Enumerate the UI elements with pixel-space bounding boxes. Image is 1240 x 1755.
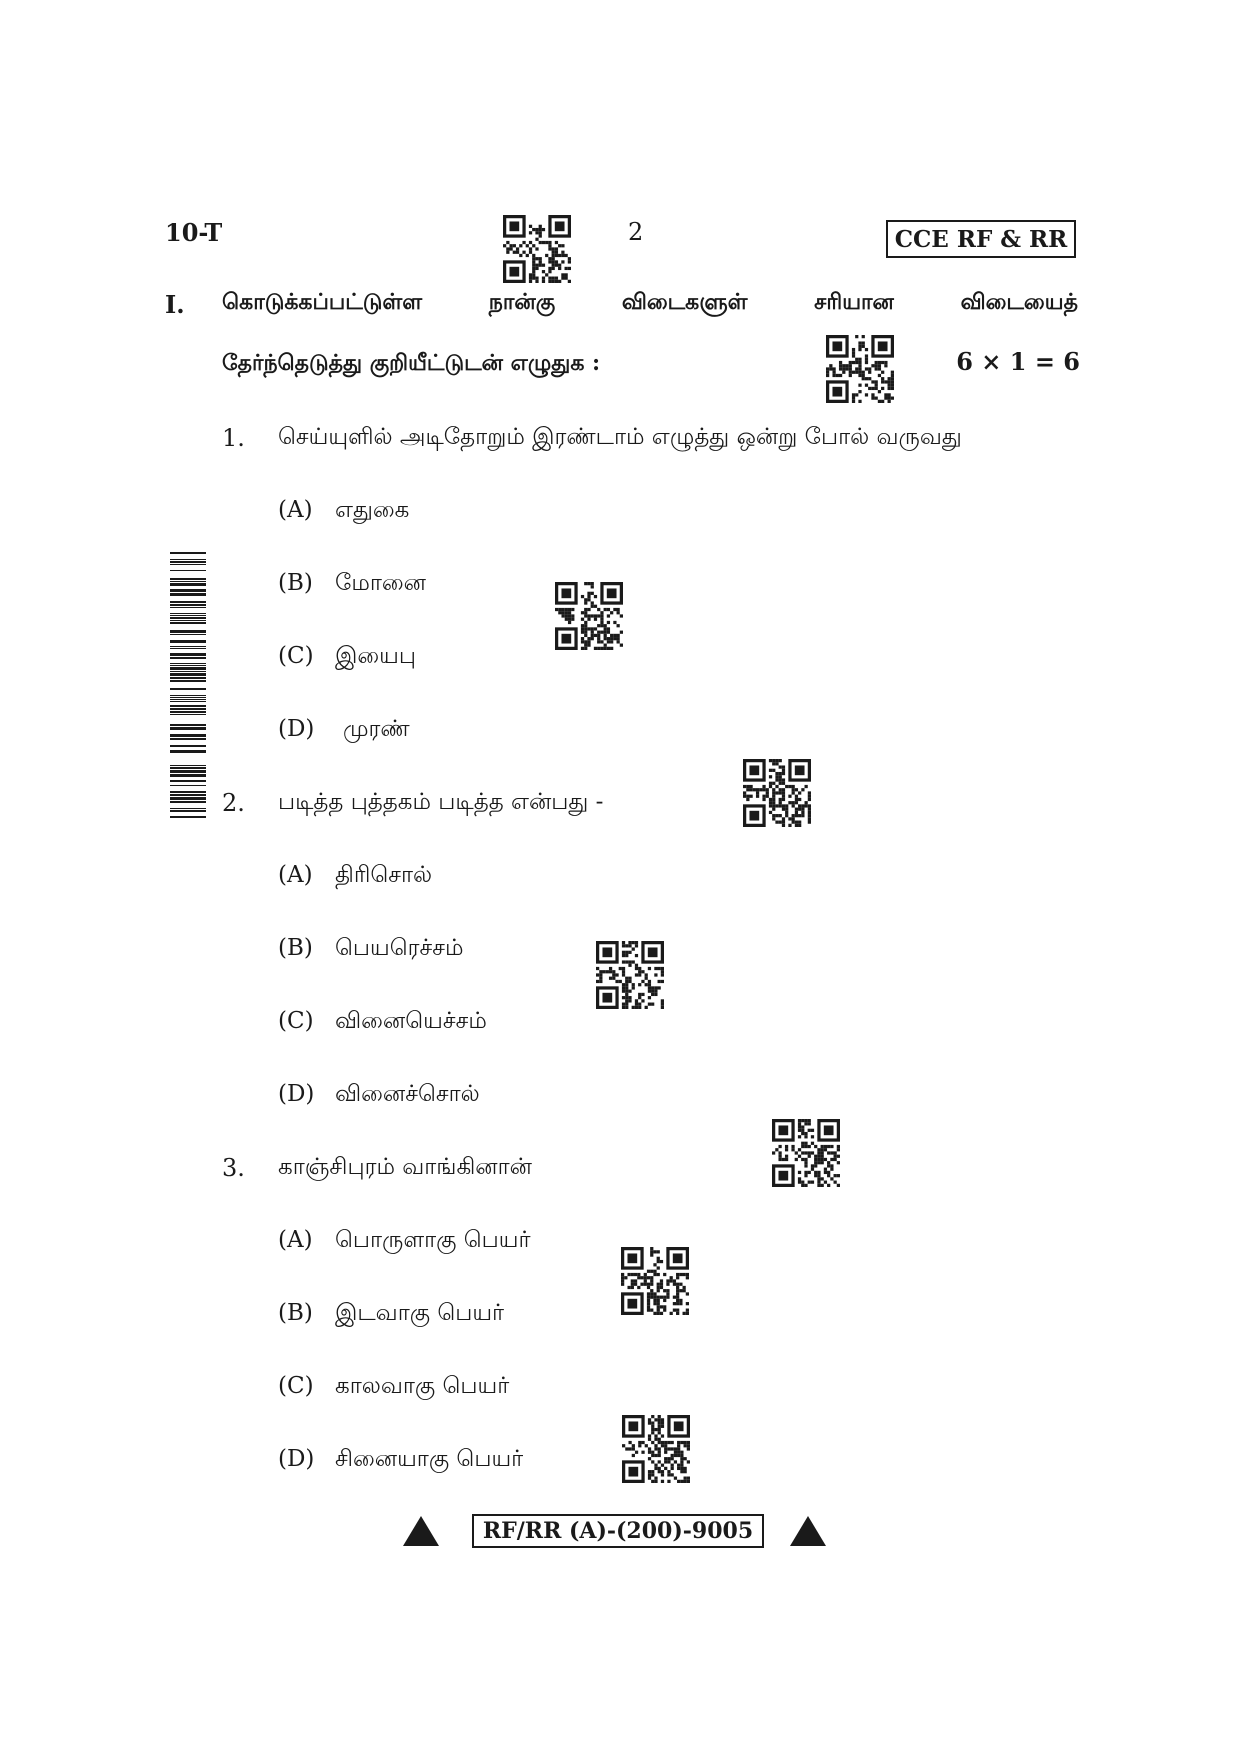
qr-code-icon bbox=[621, 1246, 689, 1316]
option-label: (A) bbox=[278, 1227, 313, 1253]
option-label: (C) bbox=[278, 1373, 314, 1399]
qr-code-icon bbox=[596, 940, 664, 1010]
option-label: (D) bbox=[278, 1081, 315, 1107]
marks-label: 6 × 1 = 6 bbox=[956, 347, 1080, 376]
footer-code: RF/RR (A)-(200)-9005 bbox=[472, 1514, 764, 1548]
qr-code-icon bbox=[555, 581, 623, 651]
option-text: எதுகை bbox=[335, 497, 410, 523]
instruction-line1 bbox=[222, 289, 1078, 318]
option-label: (D) bbox=[278, 1446, 315, 1472]
question-text: காஞ்சிபுரம் வாங்கினான் bbox=[278, 1154, 532, 1180]
option-label: (B) bbox=[278, 570, 313, 596]
option-label: (A) bbox=[278, 862, 313, 888]
triangle-left-icon bbox=[403, 1516, 439, 1546]
qr-code-icon bbox=[622, 1414, 690, 1484]
option-text: பெயரெச்சம் bbox=[335, 935, 464, 961]
option-text: சினையாகு பெயர் bbox=[335, 1446, 524, 1472]
question-number: 2. bbox=[222, 789, 245, 817]
qr-code-icon bbox=[503, 214, 571, 284]
paper-code: 10-T bbox=[165, 218, 223, 247]
option-text: இடவாகு பெயர் bbox=[335, 1300, 505, 1326]
instruction-word: விடையைத் bbox=[960, 289, 1078, 315]
option-text: திரிசொல் bbox=[335, 862, 433, 888]
option-text: வினையெச்சம் bbox=[335, 1008, 487, 1034]
option-text: மோனை bbox=[335, 570, 426, 596]
option-label: (C) bbox=[278, 1008, 314, 1034]
qr-code-icon bbox=[772, 1118, 840, 1188]
option-label: (B) bbox=[278, 1300, 313, 1326]
barcode-icon bbox=[170, 552, 206, 824]
option-text: காலவாகு பெயர் bbox=[335, 1373, 510, 1399]
option-label: (B) bbox=[278, 935, 313, 961]
instruction-word: விடைகளுள் bbox=[621, 289, 748, 315]
page-number: 2 bbox=[628, 218, 644, 246]
option-text: இயைபு bbox=[335, 643, 416, 669]
instruction-word: நான்கு bbox=[488, 289, 556, 315]
qr-code-icon bbox=[743, 758, 811, 828]
instruction-word: சரியான bbox=[814, 289, 894, 315]
triangle-right-icon bbox=[790, 1516, 826, 1546]
option-text: முரண் bbox=[343, 716, 410, 742]
cce-label: CCE RF & RR bbox=[886, 220, 1076, 258]
instruction-line2: தேர்ந்தெடுத்து குறியீட்டுடன் எழுதுக : bbox=[222, 350, 601, 376]
option-label: (A) bbox=[278, 497, 313, 523]
option-label: (C) bbox=[278, 643, 314, 669]
question-number: 3. bbox=[222, 1154, 245, 1182]
question-text: படித்த புத்தகம் படித்த என்பது - bbox=[278, 789, 604, 815]
option-label: (D) bbox=[278, 716, 315, 742]
question-text: செய்யுளில் அடிதோறும் இரண்டாம் எழுத்து ஒன்று போல் வருவது bbox=[278, 424, 962, 450]
option-text: வினைச்சொல் bbox=[335, 1081, 480, 1107]
qr-code-icon bbox=[826, 334, 894, 404]
question-number: 1. bbox=[222, 424, 245, 452]
section-number: I. bbox=[165, 290, 185, 319]
option-text: பொருளாகு பெயர் bbox=[335, 1227, 531, 1253]
instruction-word: கொடுக்கப்பட்டுள்ள bbox=[222, 289, 423, 315]
